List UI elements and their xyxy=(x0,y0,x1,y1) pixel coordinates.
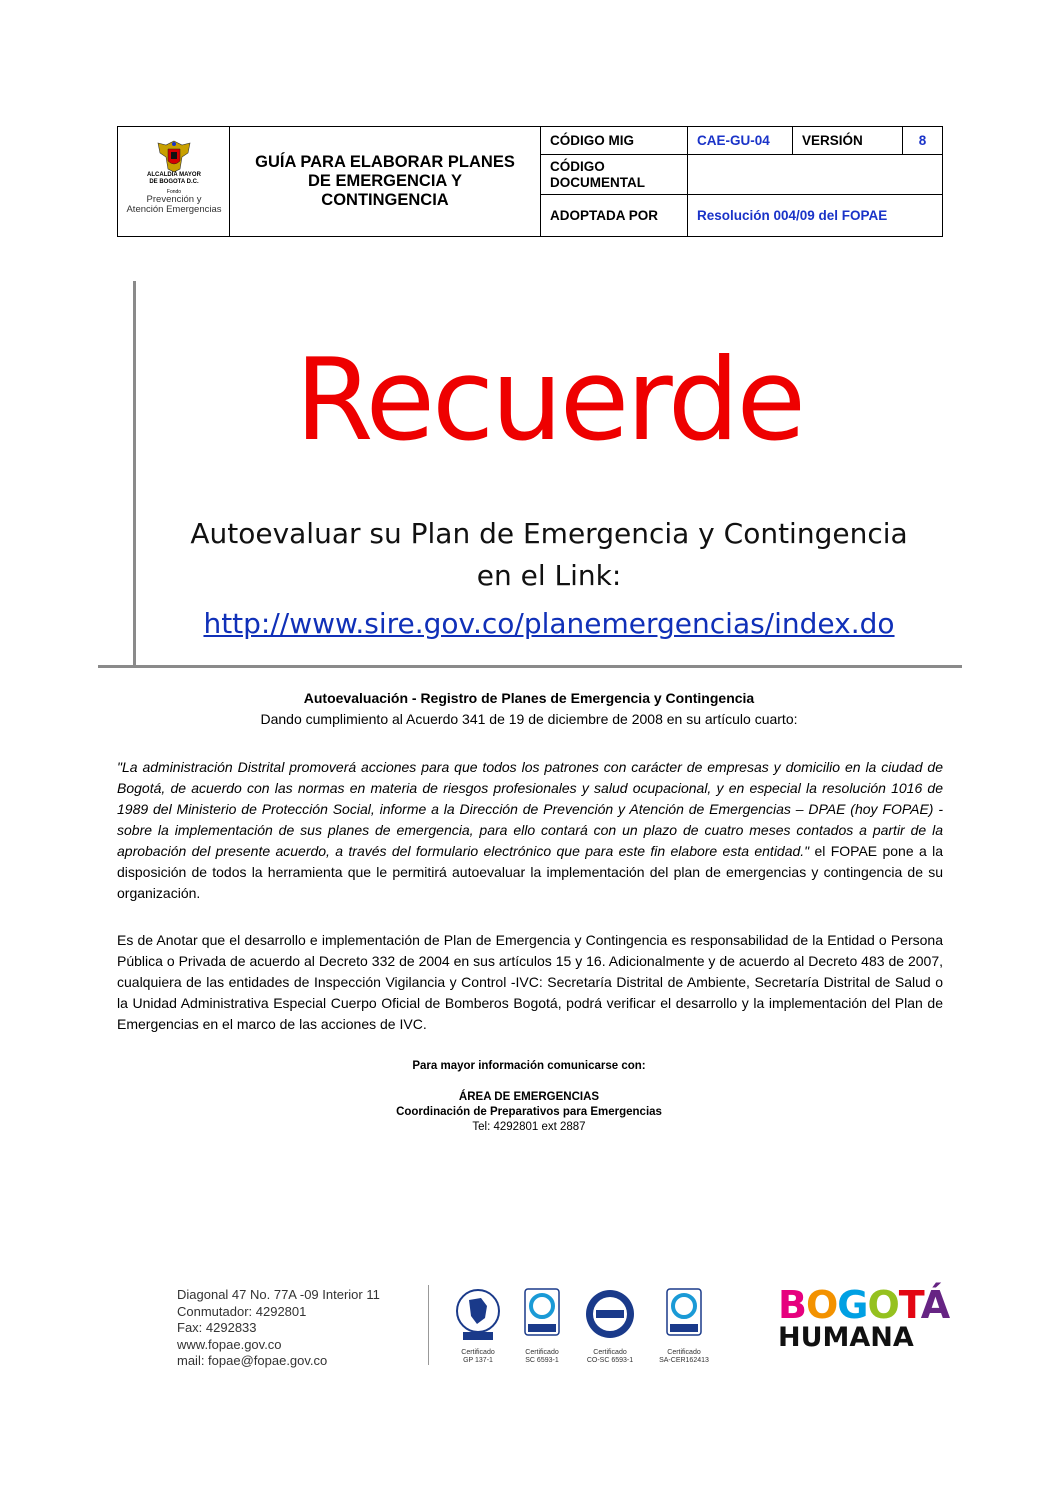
codigo-documental-value xyxy=(688,155,942,194)
banner-line-2: en el Link: xyxy=(476,559,622,592)
brand-letter: Á xyxy=(920,1283,950,1327)
address-line: Diagonal 47 No. 77A -09 Interior 11 xyxy=(177,1287,380,1302)
brand-letter: B xyxy=(778,1283,806,1327)
cert-iqnet-badge: Certificado CO-SC 6593-1 xyxy=(580,1288,640,1364)
fax-line: Fax: 4292833 xyxy=(177,1320,257,1335)
logo-cell xyxy=(118,127,230,236)
autoevaluacion-link[interactable]: http://www.sire.gov.co/planemergencias/index.do xyxy=(203,607,895,640)
acuerdo-quote: "La administración Distrital promoverá acciones para que todos los patrones con carácter de empresas y domicilio en la ciudad de Bogotá, de acuerdo con las normas en materia de riesgos profesionales y salud ocupacional, y en especial la resolución 1016 de 1989 del Ministerio de Protección Social, informe a la Dirección de Prevención y Atención de Emergencias – DPAE (hoy FOPAE) - sobre la implementación de sus planes de emergencia, para ello contará con un plazo de cuatro meses contados a partir de la aprobación del presente acuerdo, a través del formulario electrónico que para este fin elabore esta entidad." xyxy=(117,759,943,859)
footer-address-block xyxy=(177,1287,380,1370)
cert-iso9001-badge: Certificado SC 6593-1 xyxy=(520,1288,564,1364)
version-value: 8 xyxy=(918,133,927,148)
body-subheading: Dando cumplimiento al Acuerdo 341 de 19 de diciembre de 2008 en su artículo cuarto: xyxy=(260,711,798,727)
responsibility-paragraph: Es de Anotar que el desarrollo e implementación de Plan de Emergencia y Contingencia es responsabilidad de la Entidad o Persona Pública o Privada de acuerdo al Decreto 332 de 2004 en sus artículos 15 y 16. Adicionalmente y de acuerdo al Decreto 483 de 2007, cualquiera de las entidades de Inspección Vigilancia y Control -IVC: Secretaría Distrital de Ambiente, Secretaría Distrital de Salud o la Unidad Administrativa Especial Cuerpo Oficial de Bomberos Bogotá, podrá verificar el desarrollo y la implementación del Plan de Emergencias en el marco de las acciones de IVC. xyxy=(117,932,943,1032)
icontec-iso9001-icon xyxy=(524,1288,560,1342)
bogota-humana-logo xyxy=(778,1283,950,1353)
document-header-table xyxy=(117,126,943,237)
logo-fondo-text: Fondo xyxy=(166,189,182,195)
email-line[interactable]: mail: fopae@fopae.gov.co xyxy=(177,1353,328,1368)
cert-gp-badge: Certificado GP 137-1 xyxy=(452,1288,504,1364)
body-heading: Autoevaluación - Registro de Planes de Emergencia y Contingencia xyxy=(303,690,755,706)
codigo-mig-label: CÓDIGO MIG xyxy=(541,127,688,154)
quote-paragraph xyxy=(117,757,943,904)
banner-line-1: Autoevaluar su Plan de Emergencia y Contingencia xyxy=(190,517,908,550)
banner-bottom-rule xyxy=(98,665,962,668)
adoptada-label: ADOPTADA POR xyxy=(541,195,688,236)
document-title: GUÍA PARA ELABORAR PLANES DE EMERGENCIA Y CONTINGENCIA xyxy=(230,127,541,236)
banner-headline: Recuerde xyxy=(295,334,803,466)
contact-area: ÁREA DE EMERGENCIAS xyxy=(458,1091,600,1103)
brand-letter: G xyxy=(837,1283,868,1327)
brand-letter: O xyxy=(805,1283,838,1327)
adoptada-value: Resolución 004/09 del FOPAE xyxy=(697,208,888,223)
quote-tail: el FOPAE pone a la disposición de todos la herramienta que le permitirá autoevaluar la implementación del plan de emergencias y contingencia de su organización. xyxy=(117,843,943,901)
phone-line: Conmutador: 4292801 xyxy=(177,1303,307,1319)
logo-text: ALCALDIA MAYOR DE BOGOTA D.C. xyxy=(147,172,201,185)
brand-line-1 xyxy=(778,1283,950,1327)
contact-phone: Tel: 4292801 ext 2887 xyxy=(472,1121,586,1133)
bogota-coat-of-arms-icon xyxy=(154,139,194,173)
icontec-iso14001-icon xyxy=(666,1288,702,1342)
contact-coordination: Coordinación de Preparativos para Emergencias xyxy=(396,1106,662,1118)
footer-divider-line xyxy=(428,1285,429,1365)
website-line[interactable]: www.fopae.gov.co xyxy=(177,1336,282,1352)
version-label: VERSIÓN xyxy=(793,127,903,154)
iqnet-seal-icon xyxy=(582,1288,638,1342)
header-metadata-grid xyxy=(541,127,942,236)
codigo-mig-value: CAE-GU-04 xyxy=(688,127,793,154)
brand-letter: T xyxy=(898,1283,921,1327)
brand-letter: O xyxy=(867,1283,899,1327)
cert-iso14001-badge: Certificado SA-CER162413 xyxy=(654,1288,714,1364)
header-row-codigo-documental xyxy=(541,155,942,195)
brand-line-2: HUMANA xyxy=(778,1322,914,1353)
header-row-codigo-mig xyxy=(541,127,942,155)
codigo-documental-label: CÓDIGO DOCUMENTAL xyxy=(541,155,688,194)
header-row-adoptada xyxy=(541,195,942,236)
colombia-map-seal-icon xyxy=(455,1288,501,1342)
contact-intro: Para mayor información comunicarse con: xyxy=(412,1060,646,1072)
logo-subtext: Prevención y Atención Emergencias xyxy=(126,194,222,215)
